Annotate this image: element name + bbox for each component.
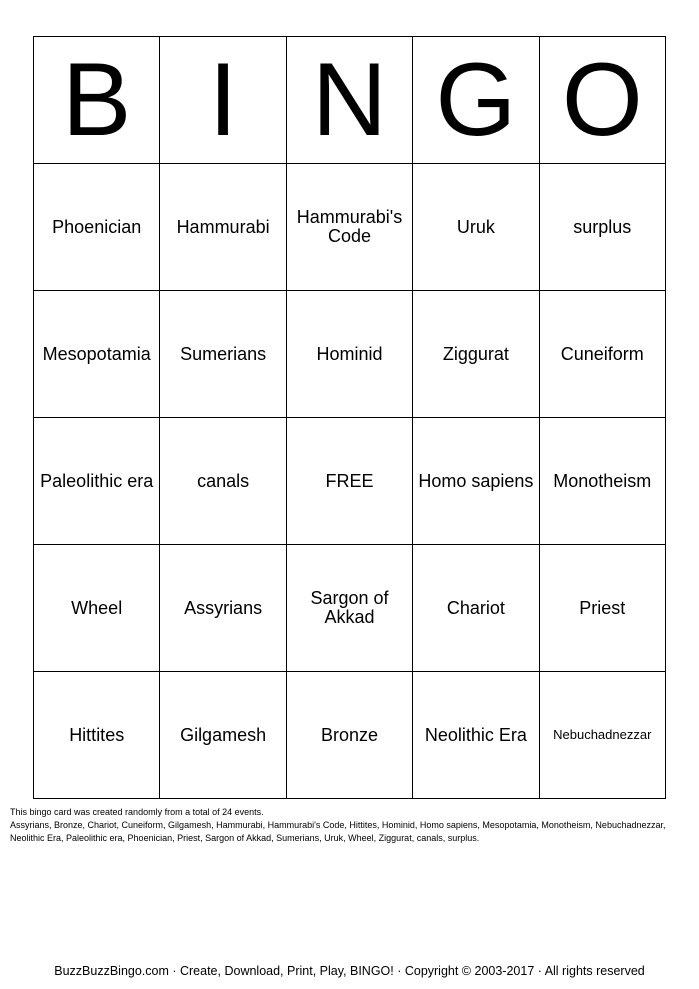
page-footer: BuzzBuzzBingo.com · Create, Download, Print, Play, BINGO! · Copyright © 2003-2017 · All rights reserved bbox=[54, 964, 645, 978]
bingo-cell: Uruk bbox=[413, 164, 539, 291]
bingo-cell: Hominid bbox=[286, 291, 412, 418]
bingo-cell: Priest bbox=[539, 545, 665, 672]
notes-event-list: Assyrians, Bronze, Chariot, Cuneiform, Gilgamesh, Hammurabi, Hammurabi's Code, Hittites, Hominid, Homo sapiens, Mesopotamia, Monotheism, Nebuchadnezzar, Neolithic Era, Paleolithic era, Phoenician, Priest, Sargon of Akkad, Sumerians, Uruk, Wheel, Ziggurat, canals, surplus. bbox=[10, 820, 666, 843]
bingo-cell: Bronze bbox=[286, 672, 412, 799]
header-letter-i: I bbox=[160, 37, 286, 164]
bingo-cell: Sumerians bbox=[160, 291, 286, 418]
bingo-row-2 bbox=[34, 291, 666, 418]
bingo-cell: Sargon of Akkad bbox=[286, 545, 412, 672]
header-letter-o: O bbox=[539, 37, 665, 164]
bingo-card bbox=[33, 36, 666, 799]
bingo-cell: Hittites bbox=[34, 672, 160, 799]
header-letter-n: N bbox=[286, 37, 412, 164]
notes-intro: This bingo card was created randomly from a total of 24 events. bbox=[10, 807, 264, 817]
bingo-cell: canals bbox=[160, 418, 286, 545]
bingo-cell: Neolithic Era bbox=[413, 672, 539, 799]
bingo-cell: Hammurabi's Code bbox=[286, 164, 412, 291]
bingo-cell: Cuneiform bbox=[539, 291, 665, 418]
bingo-row-3 bbox=[34, 418, 666, 545]
bingo-free-cell: FREE bbox=[286, 418, 412, 545]
bingo-cell: Ziggurat bbox=[413, 291, 539, 418]
header-letter-g: G bbox=[413, 37, 539, 164]
bingo-cell: Gilgamesh bbox=[160, 672, 286, 799]
bingo-row-1 bbox=[34, 164, 666, 291]
header-letter-b: B bbox=[34, 37, 160, 164]
bingo-cell: Hammurabi bbox=[160, 164, 286, 291]
bingo-cell: Mesopotamia bbox=[34, 291, 160, 418]
card-notes bbox=[10, 806, 690, 845]
bingo-row-4 bbox=[34, 545, 666, 672]
bingo-cell: Wheel bbox=[34, 545, 160, 672]
bingo-cell: Chariot bbox=[413, 545, 539, 672]
bingo-cell: Phoenician bbox=[34, 164, 160, 291]
bingo-cell: Monotheism bbox=[539, 418, 665, 545]
bingo-cell: Paleolithic era bbox=[34, 418, 160, 545]
bingo-row-5 bbox=[34, 672, 666, 799]
bingo-cell: Assyrians bbox=[160, 545, 286, 672]
bingo-cell: surplus bbox=[539, 164, 665, 291]
bingo-cell: Homo sapiens bbox=[413, 418, 539, 545]
bingo-header-row bbox=[34, 37, 666, 164]
bingo-cell: Nebuchadnezzar bbox=[539, 672, 665, 799]
